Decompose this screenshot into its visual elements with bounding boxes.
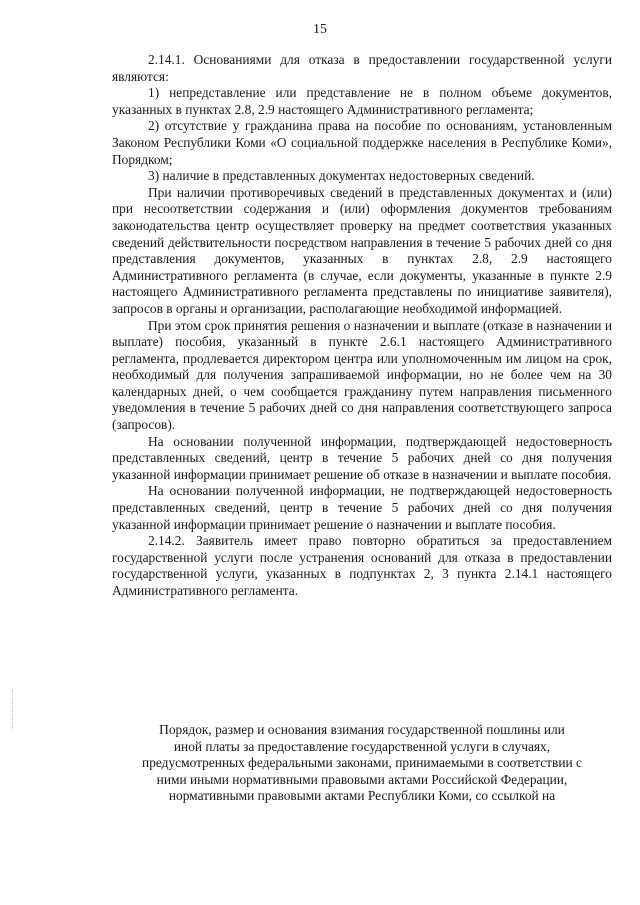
paragraph-approval-decision: На основании полученной информации, не подтверждающей недостоверность представленных сведений, центр в течение 5 рабочих дней со дня получения указанной информации принимает решение о назначении и выплате пособия. xyxy=(112,483,612,532)
paragraph-deadline-extension: При этом срок принятия решения о назначении и выплате (отказе в назначении и выплате) пособия, указанный в пункте 2.6.1 настоящего Административного регламента, продлевается директором центра или уполномоченным им лицом на срок, необходимый для получения запрашиваемой информации, но не более чем на 30 календарных дней, о чем сообщается гражданину путем направления письменного уведомления в течение 5 рабочих дней со дня направления соответствующего запроса (запросов). xyxy=(112,317,612,433)
paragraph-verification: При наличии противоречивых сведений в представленных документах и (или) при несоответствии содержания и (или) оформления документов требованиям законодательства центр осуществляет проверку на предмет соответствия указанных сведений действительности посредством направления в течение 5 рабочих дней со дня представления документов, указанных в пунктах 2.8, 2.9 настоящего Административного регламента (в случае, если документы, указанные в пункте 2.9 настоящего Административного регламента представлены по инициативе заявителя), запросов в органы и организации, располагающие необходимой информацией. xyxy=(112,184,612,316)
paragraph-refusal-decision: На основании полученной информации, подтверждающей недостоверность представленных сведений, центр в течение 5 рабочих дней со дня получения указанной информации принимает решение об отказе в назначении и выплате пособия. xyxy=(112,433,612,482)
section-heading xyxy=(112,722,612,805)
heading-line: нормативными правовыми актами Республики Коми, со ссылкой на xyxy=(168,788,556,804)
heading-line: иной платы за предоставление государственной услуги в случаях, xyxy=(173,738,551,754)
list-item-1: 1) непредставление или представление не в полном объеме документов, указанных в пунктах 2.8, 2.9 настоящего Административного регламента; xyxy=(112,85,612,117)
heading-line: ними иными нормативными правовыми актами Российской Федерации, xyxy=(156,771,568,787)
paragraph-2-14-2: 2.14.2. Заявитель имеет право повторно обратиться за предоставлением государственной услуги после устранения оснований для отказа в предоставлении государственной услуги, указанных в подпунктах 2, 3 пункта 2.14.1 настоящего Административного регламента. xyxy=(112,533,612,598)
heading-line: предусмотренных федеральными законами, принимаемыми в соответствии с xyxy=(142,755,582,771)
scan-margin-mark xyxy=(12,690,14,730)
paragraph-2-14-1: 2.14.1. Основаниями для отказа в предоставлении государственной услуги являются: xyxy=(112,52,612,84)
page-number: 15 xyxy=(313,22,327,37)
heading-line: Порядок, размер и основания взимания государственной пошлины или xyxy=(159,722,565,737)
document-body xyxy=(112,52,612,600)
list-item-2: 2) отсутствие у гражданина права на пособие по основаниям, установленным Законом Республики Коми «О социальной поддержке населения в Республике Коми», Порядком; xyxy=(112,118,612,167)
list-item-3: 3) наличие в представленных документах недостоверных сведений. xyxy=(148,168,535,184)
